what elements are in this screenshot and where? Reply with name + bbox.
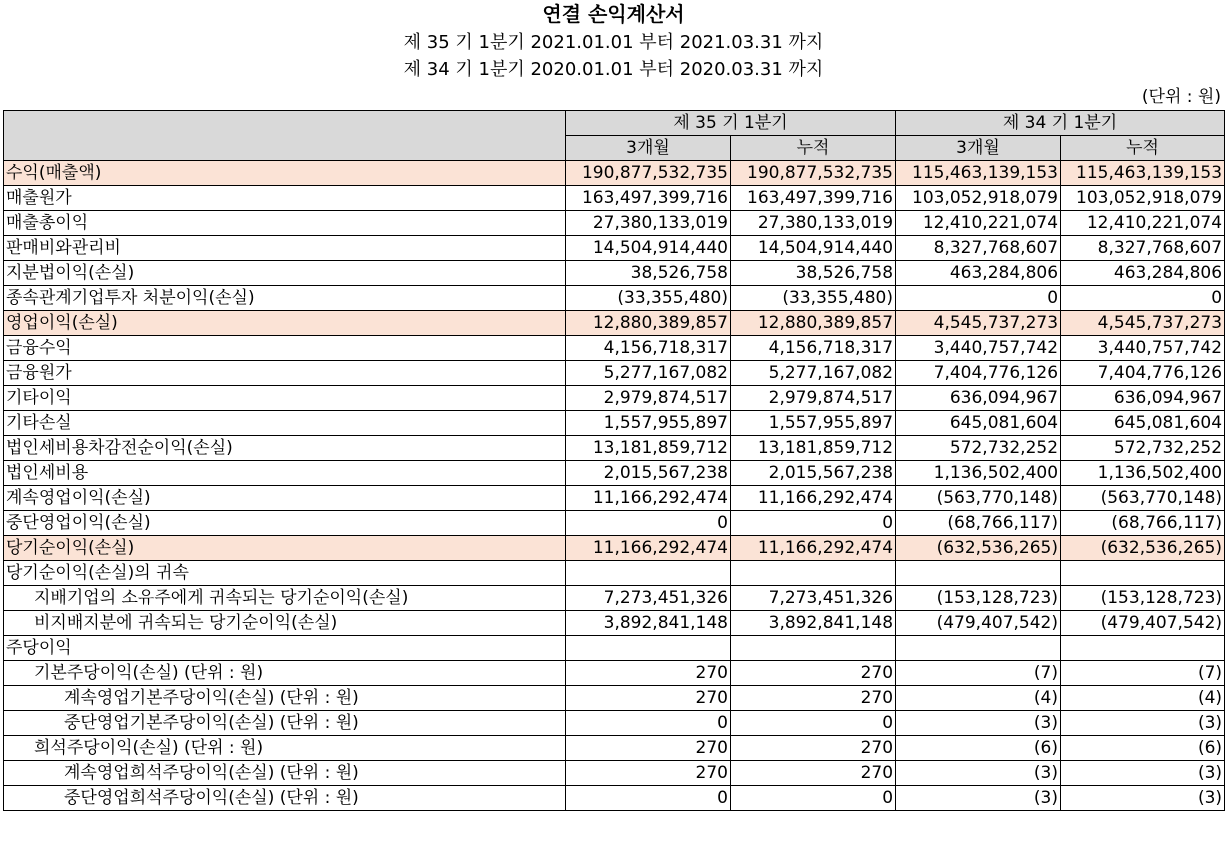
row-label: 영업이익(손실) (4, 311, 566, 336)
row-value: 115,463,139,153 (896, 161, 1061, 186)
table-row (4, 311, 1225, 336)
row-value: 8,327,768,607 (896, 236, 1061, 261)
row-value: 0 (566, 711, 731, 736)
row-value: (153,128,723) (896, 586, 1061, 611)
row-value: (7) (896, 661, 1061, 686)
row-value: 3,440,757,742 (1061, 336, 1225, 361)
row-value: 270 (566, 686, 731, 711)
row-value: 645,081,604 (1061, 411, 1225, 436)
row-value: 3,892,841,148 (566, 611, 731, 636)
row-label: 중단영업희석주당이익(손실) (단위 : 원) (4, 786, 566, 811)
row-value: 12,880,389,857 (731, 311, 896, 336)
row-label: 종속관계기업투자 처분이익(손실) (4, 286, 566, 311)
row-value: (563,770,148) (1061, 486, 1225, 511)
row-value: 0 (1061, 286, 1225, 311)
row-value: 115,463,139,153 (1061, 161, 1225, 186)
row-value: (3) (896, 786, 1061, 811)
row-value: 5,277,167,082 (731, 361, 896, 386)
header-row-periods (4, 111, 1225, 136)
row-label: 주당이익 (4, 636, 566, 661)
row-value: 38,526,758 (731, 261, 896, 286)
row-value: (7) (1061, 661, 1225, 686)
row-value: 5,277,167,082 (566, 361, 731, 386)
row-value: 270 (731, 661, 896, 686)
row-value: 12,410,221,074 (1061, 211, 1225, 236)
row-label: 매출원가 (4, 186, 566, 211)
table-row (4, 436, 1225, 461)
row-value: 270 (731, 761, 896, 786)
table-row (4, 586, 1225, 611)
row-value: 2,015,567,238 (566, 461, 731, 486)
row-value: 2,979,874,517 (566, 386, 731, 411)
row-value: (4) (896, 686, 1061, 711)
header-current-period: 제 35 기 1분기 (566, 111, 896, 136)
row-value: 27,380,133,019 (566, 211, 731, 236)
table-row (4, 386, 1225, 411)
row-label: 매출총이익 (4, 211, 566, 236)
row-value: 463,284,806 (896, 261, 1061, 286)
row-value: (479,407,542) (896, 611, 1061, 636)
row-value: (68,766,117) (1061, 511, 1225, 536)
row-value (1061, 636, 1225, 661)
row-label: 판매비와관리비 (4, 236, 566, 261)
row-value: 4,156,718,317 (566, 336, 731, 361)
row-value: 1,557,955,897 (731, 411, 896, 436)
row-value (1061, 561, 1225, 586)
table-row (4, 736, 1225, 761)
row-value: 38,526,758 (566, 261, 731, 286)
row-value: 270 (566, 661, 731, 686)
statement-title: 연결 손익계산서 (542, 2, 685, 26)
row-value: 463,284,806 (1061, 261, 1225, 286)
row-value: 270 (566, 761, 731, 786)
row-value: (632,536,265) (1061, 536, 1225, 561)
row-value: 0 (731, 511, 896, 536)
row-value: 190,877,532,735 (731, 161, 896, 186)
row-value (731, 561, 896, 586)
table-row (4, 561, 1225, 586)
row-value: (3) (1061, 761, 1225, 786)
row-label: 비지배지분에 귀속되는 당기순이익(손실) (4, 611, 566, 636)
row-value: (632,536,265) (896, 536, 1061, 561)
row-value: 270 (731, 686, 896, 711)
table-row (4, 511, 1225, 536)
row-value (566, 561, 731, 586)
row-value: 163,497,399,716 (731, 186, 896, 211)
row-value: (3) (1061, 786, 1225, 811)
row-value: 0 (896, 286, 1061, 311)
table-row (4, 161, 1225, 186)
table-row (4, 236, 1225, 261)
row-value: 270 (731, 736, 896, 761)
row-label: 중단영업기본주당이익(손실) (단위 : 원) (4, 711, 566, 736)
row-value: 11,166,292,474 (566, 486, 731, 511)
table-row (4, 636, 1225, 661)
row-value: 3,892,841,148 (731, 611, 896, 636)
row-value: 163,497,399,716 (566, 186, 731, 211)
row-label: 법인세비용차감전순이익(손실) (4, 436, 566, 461)
row-label: 중단영업이익(손실) (4, 511, 566, 536)
row-value: 13,181,859,712 (566, 436, 731, 461)
row-value: 103,052,918,079 (896, 186, 1061, 211)
row-value: 0 (731, 786, 896, 811)
table-row (4, 261, 1225, 286)
row-value: (4) (1061, 686, 1225, 711)
row-label: 법인세비용 (4, 461, 566, 486)
row-value: 572,732,252 (1061, 436, 1225, 461)
table-row (4, 711, 1225, 736)
row-value: 12,410,221,074 (896, 211, 1061, 236)
row-value (566, 636, 731, 661)
row-value: 2,979,874,517 (731, 386, 896, 411)
header-prior-period: 제 34 기 1분기 (896, 111, 1225, 136)
period-prior: 제 34 기 1분기 2020.01.01 부터 2020.03.31 까지 (403, 59, 824, 80)
header-col-cum-current: 누적 (731, 136, 896, 161)
row-label: 당기순이익(손실) (4, 536, 566, 561)
row-value: 1,136,502,400 (1061, 461, 1225, 486)
table-row (4, 411, 1225, 436)
row-value: (68,766,117) (896, 511, 1061, 536)
row-label: 금융원가 (4, 361, 566, 386)
row-value: 14,504,914,440 (731, 236, 896, 261)
row-value: 1,136,502,400 (896, 461, 1061, 486)
row-value: 190,877,532,735 (566, 161, 731, 186)
unit-label: (단위 : 원) (1141, 87, 1221, 107)
row-value: 11,166,292,474 (731, 486, 896, 511)
row-value: (6) (1061, 736, 1225, 761)
table-row (4, 186, 1225, 211)
table-row (4, 486, 1225, 511)
row-value: 7,273,451,326 (731, 586, 896, 611)
income-statement-table (3, 110, 1225, 811)
row-label: 지분법이익(손실) (4, 261, 566, 286)
row-value: (563,770,148) (896, 486, 1061, 511)
row-label: 계속영업희석주당이익(손실) (단위 : 원) (4, 761, 566, 786)
row-value: (153,128,723) (1061, 586, 1225, 611)
row-value (731, 636, 896, 661)
table-row (4, 761, 1225, 786)
row-value: 1,557,955,897 (566, 411, 731, 436)
row-label: 금융수익 (4, 336, 566, 361)
table-row (4, 536, 1225, 561)
row-value: 13,181,859,712 (731, 436, 896, 461)
table-row (4, 361, 1225, 386)
row-label: 희석주당이익(손실) (단위 : 원) (4, 736, 566, 761)
row-value: 4,545,737,273 (1061, 311, 1225, 336)
header-col-3m-prior: 3개월 (896, 136, 1061, 161)
row-value: 4,545,737,273 (896, 311, 1061, 336)
row-value: (33,355,480) (731, 286, 896, 311)
row-value: 572,732,252 (896, 436, 1061, 461)
row-value: 0 (731, 711, 896, 736)
row-value: 103,052,918,079 (1061, 186, 1225, 211)
row-value: 3,440,757,742 (896, 336, 1061, 361)
row-label: 계속영업이익(손실) (4, 486, 566, 511)
row-value (896, 636, 1061, 661)
row-value: 0 (566, 786, 731, 811)
table-row (4, 286, 1225, 311)
header-col-cum-prior: 누적 (1061, 136, 1225, 161)
row-value: (3) (1061, 711, 1225, 736)
row-value: 14,504,914,440 (566, 236, 731, 261)
header-label-cell (4, 111, 566, 161)
table-row (4, 336, 1225, 361)
row-value: 11,166,292,474 (731, 536, 896, 561)
row-value: 12,880,389,857 (566, 311, 731, 336)
row-label: 기타손실 (4, 411, 566, 436)
row-value: 27,380,133,019 (731, 211, 896, 236)
row-label: 기타이익 (4, 386, 566, 411)
row-value: (479,407,542) (1061, 611, 1225, 636)
row-value: 270 (566, 736, 731, 761)
row-value: 7,404,776,126 (896, 361, 1061, 386)
row-value: 11,166,292,474 (566, 536, 731, 561)
row-value: (6) (896, 736, 1061, 761)
row-label: 계속영업기본주당이익(손실) (단위 : 원) (4, 686, 566, 711)
row-label: 당기순이익(손실)의 귀속 (4, 561, 566, 586)
row-label: 지배기업의 소유주에게 귀속되는 당기순이익(손실) (4, 586, 566, 611)
table-row (4, 461, 1225, 486)
row-value: (33,355,480) (566, 286, 731, 311)
row-value: 8,327,768,607 (1061, 236, 1225, 261)
row-value: 7,404,776,126 (1061, 361, 1225, 386)
table-row (4, 786, 1225, 811)
table-row (4, 686, 1225, 711)
row-value: (3) (896, 711, 1061, 736)
row-value: 4,156,718,317 (731, 336, 896, 361)
table-row (4, 211, 1225, 236)
row-label: 기본주당이익(손실) (단위 : 원) (4, 661, 566, 686)
row-value: 636,094,967 (896, 386, 1061, 411)
row-value: 2,015,567,238 (731, 461, 896, 486)
row-value: 0 (566, 511, 731, 536)
row-value (896, 561, 1061, 586)
row-value: 645,081,604 (896, 411, 1061, 436)
table-row (4, 611, 1225, 636)
row-value: (3) (896, 761, 1061, 786)
table-row (4, 661, 1225, 686)
row-label: 수익(매출액) (4, 161, 566, 186)
row-value: 7,273,451,326 (566, 586, 731, 611)
row-value: 636,094,967 (1061, 386, 1225, 411)
header-col-3m-current: 3개월 (566, 136, 731, 161)
period-current: 제 35 기 1분기 2021.01.01 부터 2021.03.31 까지 (403, 32, 824, 53)
